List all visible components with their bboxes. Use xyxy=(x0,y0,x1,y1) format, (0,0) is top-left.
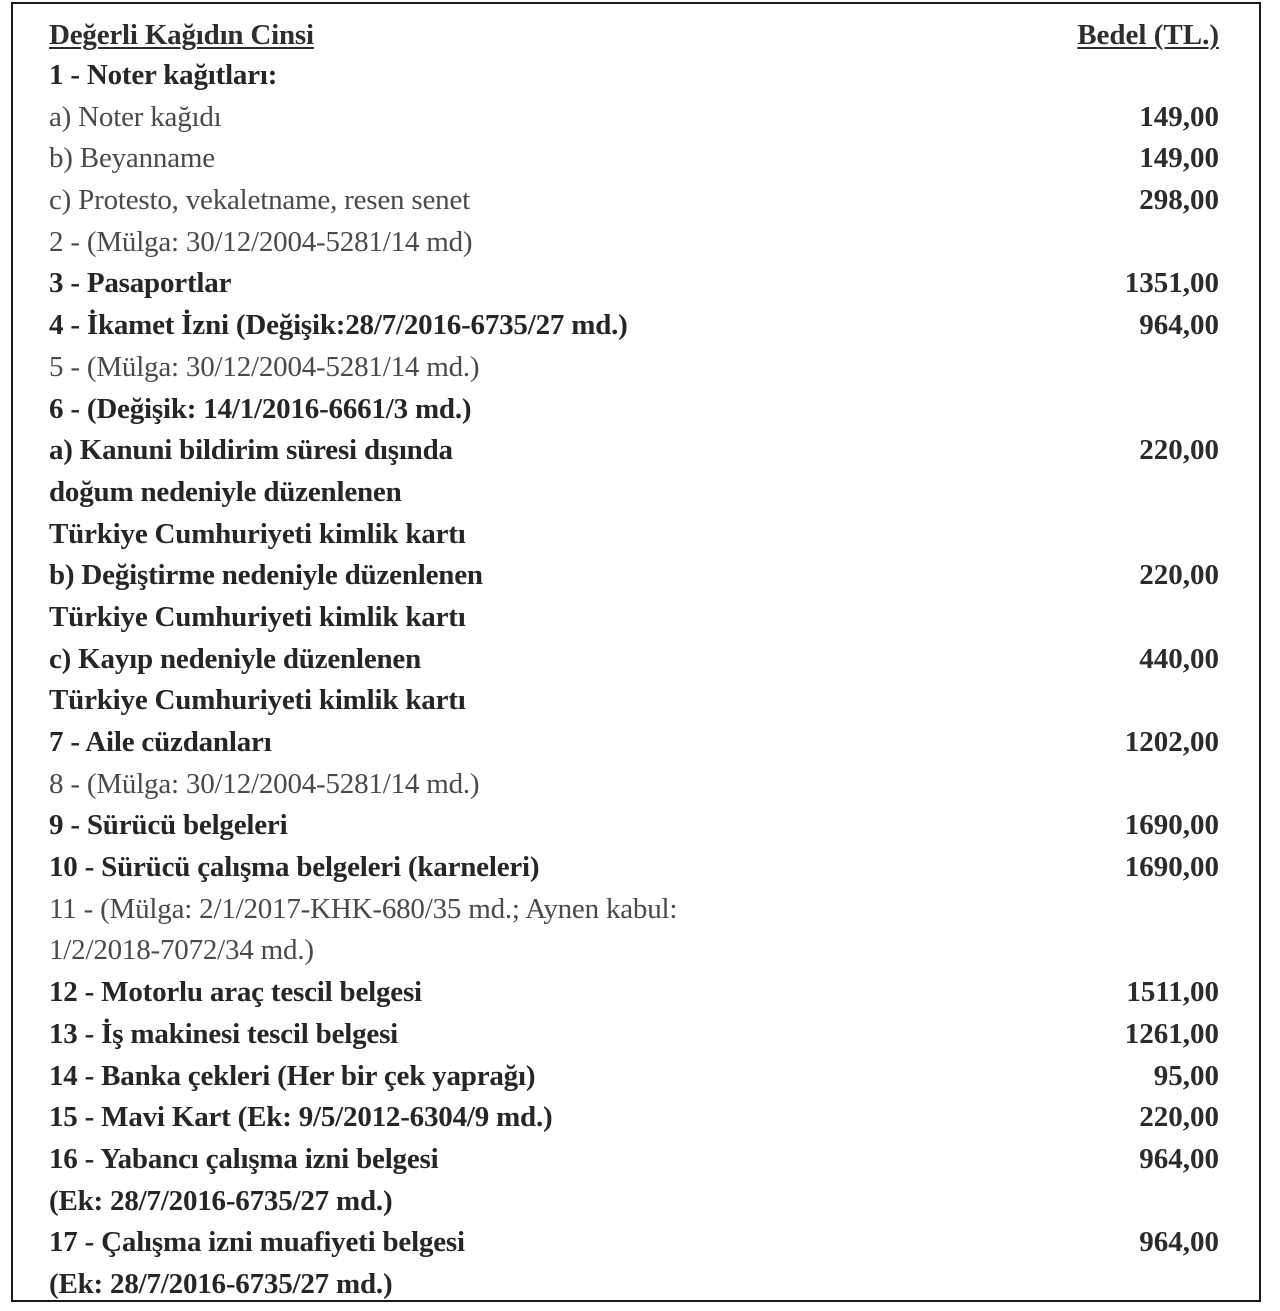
table-row xyxy=(49,1014,1219,1056)
table-row xyxy=(49,1181,1219,1223)
table-row xyxy=(49,305,1219,347)
row-fee: 1511,00 xyxy=(1126,976,1219,1009)
row-fee: 964,00 xyxy=(1139,309,1219,342)
row-label: 11 - (Mülga: 2/1/2017-KHK-680/35 md.; Aynen kabul: xyxy=(49,892,678,925)
table-row xyxy=(49,514,1219,556)
row-fee: 298,00 xyxy=(1139,184,1219,217)
row-fee: 1261,00 xyxy=(1124,1017,1219,1050)
row-label: 4 - İkamet İzni (Değişik:28/7/2016-6735/27 md.) xyxy=(49,309,628,342)
row-label: 13 - İş makinesi tescil belgesi xyxy=(49,1017,399,1050)
row-fee: 440,00 xyxy=(1139,642,1219,675)
table-row xyxy=(49,472,1219,514)
row-fee: 220,00 xyxy=(1139,1101,1219,1134)
row-fee: 95,00 xyxy=(1153,1059,1219,1092)
table-row xyxy=(49,222,1219,264)
table-row xyxy=(49,722,1219,764)
table-row xyxy=(49,555,1219,597)
table-row xyxy=(49,597,1219,639)
row-fee: 1202,00 xyxy=(1124,726,1219,758)
table-row xyxy=(49,805,1219,847)
table-row xyxy=(49,389,1219,431)
table-row xyxy=(49,263,1219,305)
table-row xyxy=(49,889,1219,931)
row-label: 9 - Sürücü belgeleri xyxy=(49,809,288,842)
row-label: 8 - (Mülga: 30/12/2004-5281/14 md.) xyxy=(49,767,480,800)
row-label: 5 - (Mülga: 30/12/2004-5281/14 md.) xyxy=(49,350,480,383)
row-label: 7 - Aile cüzdanları xyxy=(49,726,272,758)
row-label: 3 - Pasaportlar xyxy=(49,267,232,300)
fee-table-frame xyxy=(11,2,1261,1302)
table-row xyxy=(49,430,1219,472)
row-fee: 1690,00 xyxy=(1124,851,1219,884)
row-label: Türkiye Cumhuriyeti kimlik kartı xyxy=(49,684,466,717)
row-label: 12 - Motorlu araç tescil belgesi xyxy=(49,976,422,1009)
table-row xyxy=(49,347,1219,389)
header-fee: Bedel (TL.) xyxy=(1077,19,1219,51)
row-label: (Ek: 28/7/2016-6735/27 md.) xyxy=(49,1267,393,1300)
table-row xyxy=(49,1139,1219,1181)
row-fee: 1351,00 xyxy=(1124,267,1219,300)
table-row xyxy=(49,1056,1219,1098)
table-row xyxy=(49,1222,1219,1264)
table-row xyxy=(49,639,1219,681)
table-row xyxy=(49,1097,1219,1139)
row-label: b) Değiştirme nedeniyle düzenlenen xyxy=(49,559,483,592)
row-fee: 1690,00 xyxy=(1124,809,1219,842)
row-label: a) Kanuni bildirim süresi dışında xyxy=(49,434,453,467)
row-fee: 149,00 xyxy=(1139,100,1219,133)
row-fee: 149,00 xyxy=(1139,142,1219,175)
row-label: b) Beyanname xyxy=(49,142,215,175)
table-row xyxy=(49,680,1219,722)
table-header xyxy=(49,15,1219,55)
header-item-type: Değerli Kağıdın Cinsi xyxy=(49,19,314,51)
row-label: 15 - Mavi Kart (Ek: 9/5/2012-6304/9 md.) xyxy=(49,1101,553,1134)
row-label: Türkiye Cumhuriyeti kimlik kartı xyxy=(49,600,466,633)
row-label: (Ek: 28/7/2016-6735/27 md.) xyxy=(49,1184,393,1217)
table-row xyxy=(49,138,1219,180)
row-label: 1 - Noter kağıtları: xyxy=(49,59,278,91)
fee-table xyxy=(49,15,1219,1306)
row-label: 14 - Banka çekleri (Her bir çek yaprağı) xyxy=(49,1059,536,1092)
row-fee: 220,00 xyxy=(1139,434,1219,467)
row-label: c) Protesto, vekaletname, resen senet xyxy=(49,184,470,217)
row-label: Türkiye Cumhuriyeti kimlik kartı xyxy=(49,517,466,550)
row-label: 17 - Çalışma izni muafiyeti belgesi xyxy=(49,1226,465,1259)
row-label: 1/2/2018-7072/34 md.) xyxy=(49,934,314,967)
row-label: 10 - Sürücü çalışma belgeleri (karneleri) xyxy=(49,851,540,884)
row-label: 16 - Yabancı çalışma izni belgesi xyxy=(49,1142,439,1175)
row-label: 6 - (Değişik: 14/1/2016-6661/3 md.) xyxy=(49,392,472,425)
table-row xyxy=(49,972,1219,1014)
row-label: 2 - (Mülga: 30/12/2004-5281/14 md) xyxy=(49,225,473,258)
table-row xyxy=(49,764,1219,806)
row-fee: 964,00 xyxy=(1139,1226,1219,1259)
row-fee: 220,00 xyxy=(1139,559,1219,592)
row-fee: 964,00 xyxy=(1139,1142,1219,1175)
table-row xyxy=(49,1264,1219,1306)
table-row xyxy=(49,55,1219,97)
row-label: a) Noter kağıdı xyxy=(49,100,222,133)
row-label: doğum nedeniyle düzenlenen xyxy=(49,475,402,508)
table-row xyxy=(49,930,1219,972)
table-row xyxy=(49,180,1219,222)
table-row xyxy=(49,97,1219,139)
table-row xyxy=(49,847,1219,889)
row-label: c) Kayıp nedeniyle düzenlenen xyxy=(49,642,422,675)
